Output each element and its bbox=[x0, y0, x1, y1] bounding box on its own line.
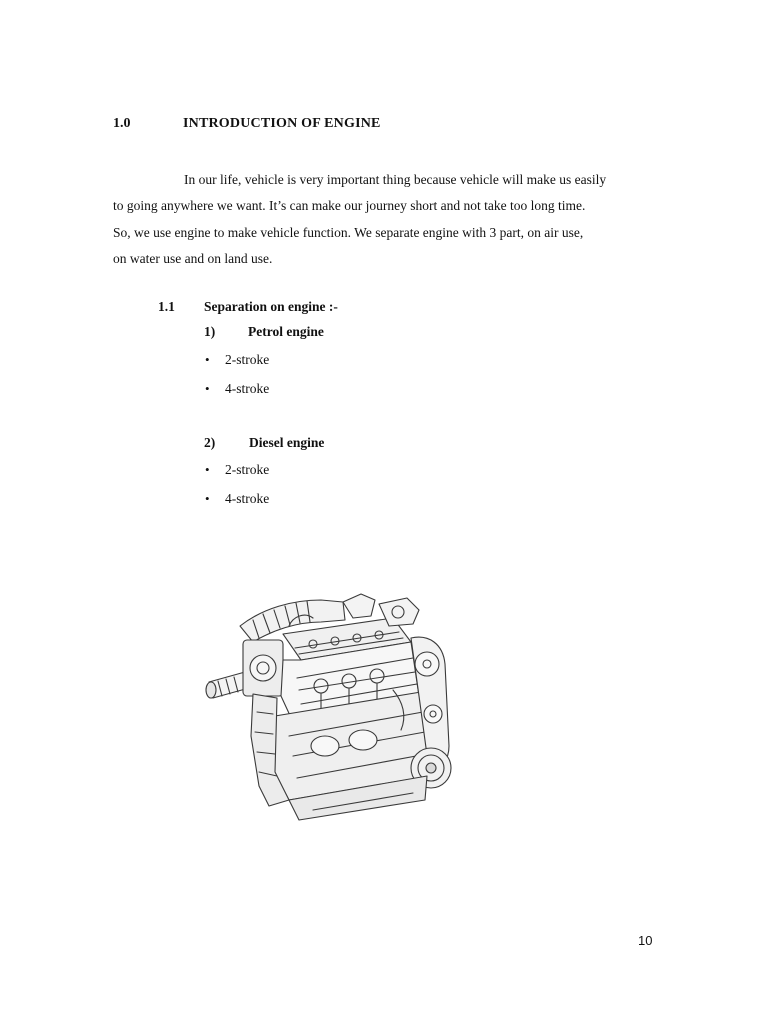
engine-illustration-icon bbox=[193, 586, 461, 824]
intro-paragraph bbox=[113, 167, 655, 272]
section-number: 1.0 bbox=[113, 116, 131, 131]
paragraph-line: In our life, vehicle is very important thing because vehicle will make us easily bbox=[184, 172, 607, 187]
section-title: INTRODUCTION OF ENGINE bbox=[183, 116, 381, 131]
list-item-text: 4-stroke bbox=[225, 491, 270, 506]
list-item bbox=[0, 462, 400, 480]
group-title: Diesel engine bbox=[249, 435, 325, 450]
bullet-icon: • bbox=[205, 491, 210, 506]
group-number: 1) bbox=[204, 324, 216, 339]
list-item-text: 2-stroke bbox=[225, 462, 270, 477]
paragraph-line: to going anywhere we want. It’s can make our journey short and not take too long time. bbox=[113, 198, 586, 214]
bullet-icon: • bbox=[205, 462, 210, 477]
page-number: 10 bbox=[638, 933, 653, 948]
subsection-title: Separation on engine :- bbox=[204, 299, 338, 314]
list-item-text: 4-stroke bbox=[225, 381, 270, 396]
group-title: Petrol engine bbox=[248, 324, 324, 339]
subsection-number: 1.1 bbox=[158, 299, 175, 314]
bullet-icon: • bbox=[205, 352, 210, 367]
bullet-icon: • bbox=[205, 381, 210, 396]
list-item-text: 2-stroke bbox=[225, 352, 270, 367]
group-number: 2) bbox=[204, 435, 216, 450]
list-item bbox=[0, 381, 400, 399]
paragraph-line: on water use and on land use. bbox=[113, 250, 273, 266]
paragraph-line: So, we use engine to make vehicle function. We separate engine with 3 part, on air use, bbox=[113, 224, 584, 240]
list-item bbox=[0, 352, 400, 370]
list-item bbox=[0, 491, 400, 509]
